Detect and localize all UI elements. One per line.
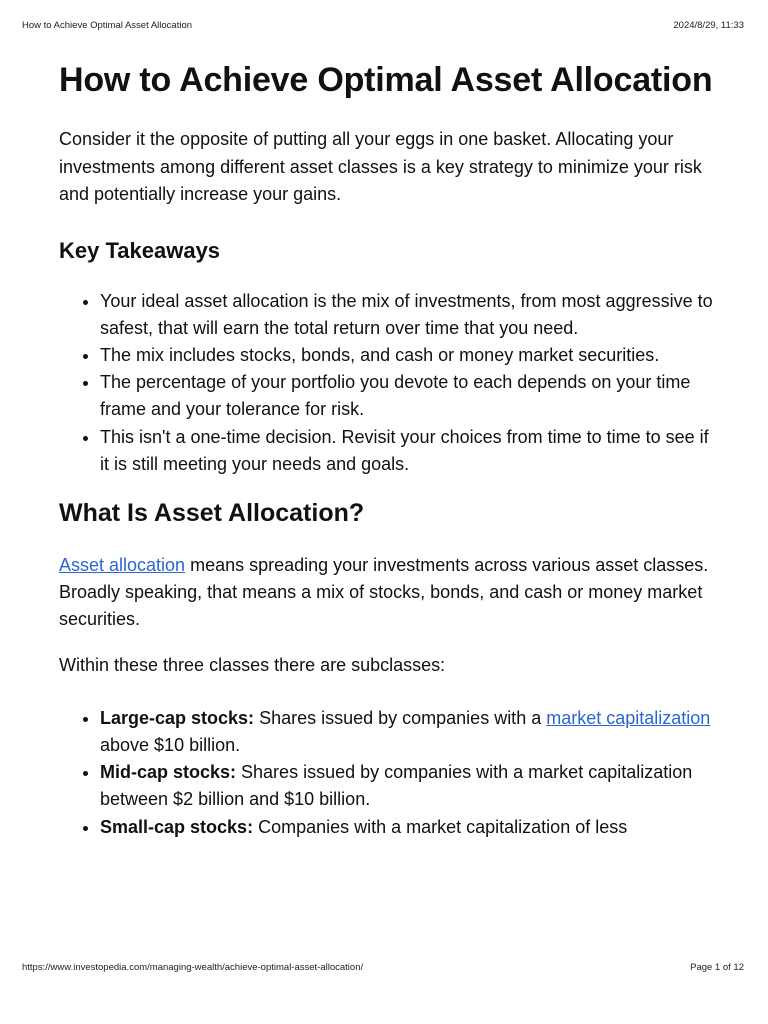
subclass-text: Companies with a market capitalization of less — [253, 816, 628, 837]
section-heading: What Is Asset Allocation? — [59, 498, 365, 527]
article-intro: Consider it the opposite of putting all your eggs in one basket. Allocating your investments among different asset classes is a key strategy to minimize your risk and potentially increase your gains. — [59, 129, 702, 204]
article — [59, 60, 719, 841]
subclass-text: Shares issued by companies with a — [254, 707, 547, 728]
list-item: • This isn't a one-time decision. Revisit your choices from time to time to see if it is still meeting your needs and goals. — [100, 424, 719, 478]
subclass-text: Shares issued by companies with a market capitalization between $2 billion and $10 billion. — [100, 762, 693, 810]
key-takeaways-list — [59, 288, 719, 478]
paragraph-text: means spreading your investments across various asset classes. Broadly speaking, that means a mix of stocks, bonds, and cash or money market securities. — [59, 554, 709, 630]
asset-allocation-link[interactable]: Asset allocation — [59, 554, 186, 575]
page-url: https://www.investopedia.com/managing-wealth/achieve-optimal-asset-allocation/ — [22, 962, 364, 973]
market-capitalization-link[interactable]: market capitalization — [546, 707, 711, 728]
subclasses-list — [59, 705, 719, 841]
list-item — [100, 759, 719, 813]
section-paragraph-1 — [59, 552, 719, 634]
list-item: • The mix includes stocks, bonds, and cash or money market securities. — [100, 342, 719, 369]
subclass-term: Mid-cap stocks: — [100, 762, 237, 783]
list-item: • Your ideal asset allocation is the mix of investments, from most aggressive to safest, that will earn the total return over time that you need. — [100, 288, 719, 342]
print-header — [22, 20, 744, 31]
list-item — [100, 814, 719, 841]
subclass-text: above $10 billion. — [100, 734, 241, 755]
list-item: • The percentage of your portfolio you devote to each depends on your time frame and your tolerance for risk. — [100, 369, 719, 423]
article-title: How to Achieve Optimal Asset Allocation — [59, 61, 713, 99]
print-header-datetime: 2024/8/29, 11:33 — [673, 20, 744, 31]
key-takeaways-heading: Key Takeaways — [59, 237, 221, 263]
print-header-title: How to Achieve Optimal Asset Allocation — [22, 20, 193, 31]
page-number: Page 1 of 12 — [690, 962, 744, 973]
print-footer — [22, 962, 744, 973]
list-item — [100, 705, 719, 759]
subclass-term: Small-cap stocks: — [100, 816, 254, 837]
subclass-term: Large-cap stocks: — [100, 707, 255, 728]
section-paragraph-2: Within these three classes there are subclasses: — [59, 654, 446, 675]
